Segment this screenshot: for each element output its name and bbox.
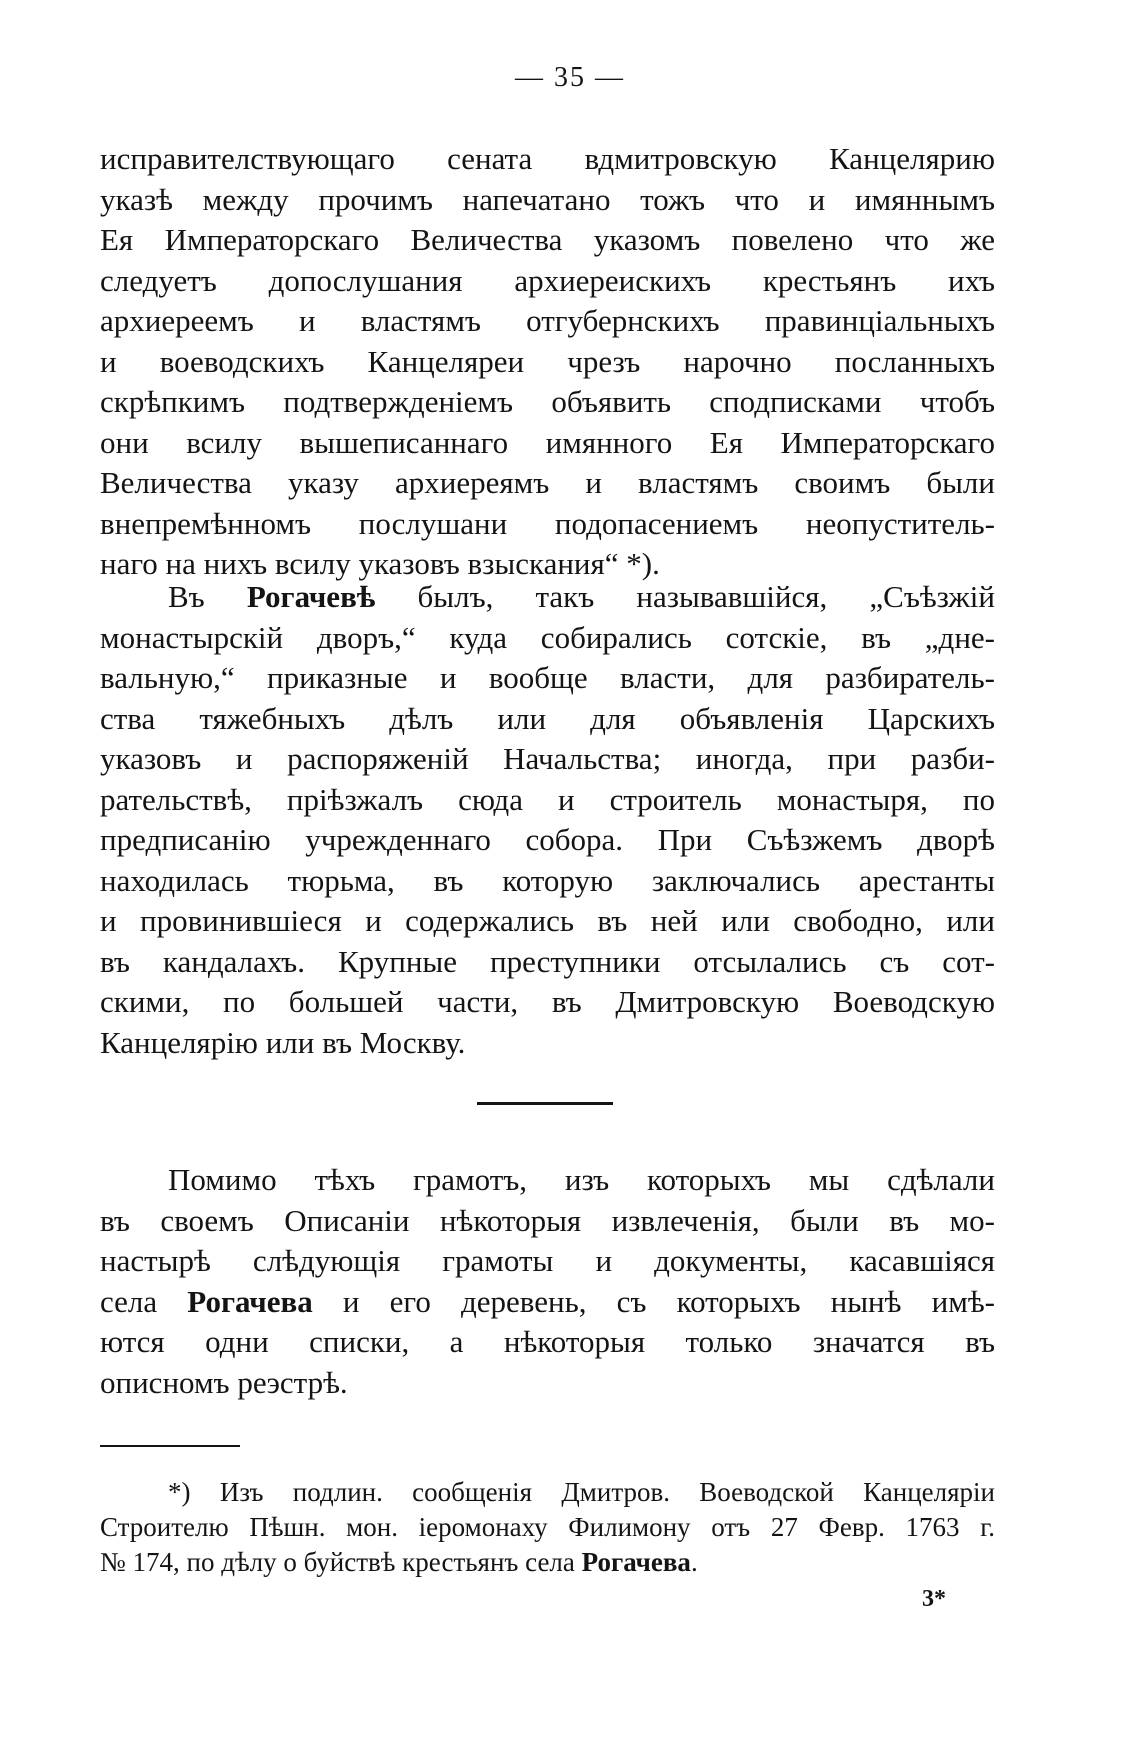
text-line: предписанію учрежденнаго собора. При Съѣзжемъ дворѣ [100, 822, 995, 857]
footnote-line: *) Изъ подлин. сообщенія Дмитров. Воеводской Канцеляріи [168, 1477, 995, 1507]
paragraph-continuation [100, 139, 995, 585]
place-name-bold: Рогачева [187, 1283, 313, 1319]
text-line: скрѣпкимъ подтвержденіемъ объявить сподписками чтобъ [100, 384, 995, 419]
section-divider [477, 1102, 613, 1105]
text-line: они всилу вышеписаннаго имянного Ея Императорскаго [100, 424, 995, 460]
text-line: внепремѣнномъ послушани подопасениемъ неопуститель- [100, 505, 995, 541]
text-line: указовъ и распоряженій Начальства; иногда, при разби- [100, 741, 995, 776]
paragraph-documents [100, 1160, 995, 1403]
text-line: ются одни списки, а нѣкоторыя только значатся въ [100, 1324, 995, 1359]
text-line: находилась тюрьма, въ которую заключались арестанты [100, 862, 995, 898]
page-number: — 35 — [515, 62, 625, 93]
text-line: ства тяжебныхъ дѣлъ или для объявленія Царскихъ [100, 700, 995, 736]
paragraph-rogachev-court [100, 577, 995, 1063]
text-line: настырѣ слѣдующія грамоты и документы, касавшіяся [100, 1243, 995, 1278]
text-line: описномъ реэстрѣ. [100, 1364, 348, 1400]
text-line: монастырскій дворъ,“ куда собирались сотскіе, въ „дне- [100, 619, 995, 655]
text-line: Помимо тѣхъ грамотъ, изъ которыхъ мы сдѣлали [168, 1162, 995, 1197]
footnote-divider [100, 1445, 240, 1447]
text-line: Величества указу архиереямъ и властямъ своимъ были [100, 465, 995, 500]
text-line: и провинившіеся и содержались въ ней или свободно, или [100, 903, 995, 938]
footnote [100, 1475, 995, 1580]
text-line: исправителствующаго сената вдмитровскую Канцелярию [100, 141, 995, 176]
text-line: рательствѣ, пріѣзжалъ сюда и строитель монастыря, по [100, 781, 995, 817]
text-line: Въ Рогачевѣ былъ, такъ называвшійся, „Съѣзжій [168, 579, 995, 614]
text-line: следуетъ допослушания архиереискихъ крестьянъ ихъ [100, 262, 995, 298]
text-line: въ своемъ Описаніи нѣкоторыя извлеченія, были въ мо- [100, 1202, 995, 1238]
text-line: и воеводскихъ Канцеляреи чрезъ нарочно посланныхъ [100, 343, 995, 379]
footnote-line: Строителю Пѣшн. мон. іеромонаху Филимону отъ 27 Февр. 1763 г. [100, 1512, 995, 1542]
signature-mark: 3* [922, 1586, 946, 1612]
text-line: скими, по большей части, въ Дмитровскую Воеводскую [100, 984, 995, 1019]
text-line: Канцелярію или въ Москву. [100, 1024, 466, 1060]
text-line: наго на нихъ всилу указовъ взыскания“ *). [100, 546, 660, 581]
footnote-line: № 174, по дѣлу о буйствѣ крестьянъ села Рогачева. [100, 1547, 698, 1577]
place-name-bold: Рогачева [581, 1547, 691, 1577]
place-name-bold: Рогачевѣ [246, 579, 376, 614]
text-line: Ея Императорскаго Величества указомъ повелено что же [100, 222, 995, 257]
text-line: архиереемъ и властямъ отгубернскихъ правинціальныхъ [100, 303, 995, 338]
text-line: указѣ между прочимъ напечатано тожъ что и имяннымъ [100, 181, 995, 217]
text-line: вальную,“ приказные и вообще власти, для разбиратель- [100, 660, 995, 695]
text-line: села Рогачева и его деревень, съ которыхъ нынѣ имѣ- [100, 1283, 995, 1319]
text-line: въ кандалахъ. Крупные преступники отсылались съ сот- [100, 943, 995, 979]
